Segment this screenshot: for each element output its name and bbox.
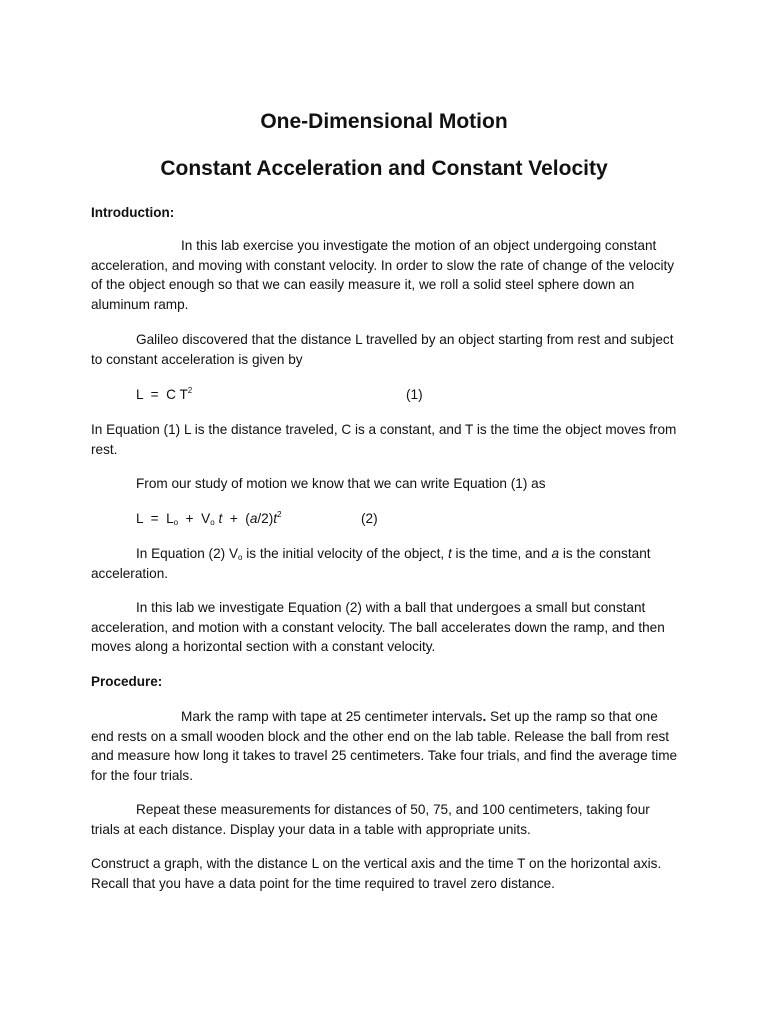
proc-p1-dot: . [482,709,487,724]
intro-paragraph-1 [91,236,681,314]
p5-sub: o [238,553,243,562]
p5-mid2: is the time, and [451,546,552,561]
procedure-paragraph-2-text: Repeat these measurements for distances of 50, 75, and 100 centimeters, taking four trials at each distance. Display your data in a table with appropriate units. [91,802,650,837]
eq2-plus2: + ( [222,511,250,526]
procedure-heading: Procedure: [91,674,163,689]
eq2-half: /2) [257,511,274,526]
procedure-paragraph-3: Construct a graph, with the distance L on the vertical axis and the time T on the horizontal axis. Recall that you have a data point for the time required to travel zero distance. [91,856,662,891]
eq2-sub2: o [210,518,215,527]
intro-paragraph-2 [91,330,681,369]
intro-paragraph-6-text: In this lab we investigate Equation (2) with a ball that undergoes a small but constant acceleration, and motion with a constant velocity. The ball accelerates down the ramp, and then moves along a horizontal section with a constant velocity. [91,600,665,655]
eq2-t1: t [214,511,223,526]
eq2-l: L = L [136,511,174,526]
eq2-t2: t [273,511,278,526]
eq2-a: a [249,511,258,526]
document-title: One-Dimensional Motion [260,110,508,133]
equation-2 [136,509,282,529]
equation-1 [136,385,192,405]
eq2-sub1: o [173,518,179,527]
equation-1-lhs: L = C T [136,387,188,402]
proc-p1-lead: Mark the ramp with tape at 25 centimeter intervals [181,709,483,724]
p5-pre: In Equation (2) V [136,546,239,561]
p5-t: t [448,546,452,561]
p5-post: is the constant acceleration. [91,546,651,581]
p5-mid1: is the initial velocity of the object, [242,546,448,561]
intro-paragraph-1-text: In this lab exercise you investigate the motion of an object undergoing constant acceleration, and moving with constant velocity. In order to slow the rate of change of the velocity of the object enough so that we can easily measure it, we roll a solid steel sphere down an aluminum ramp. [91,238,675,312]
intro-paragraph-5 [91,544,681,583]
intro-paragraph-2-text: Galileo discovered that the distance L travelled by an object starting from rest and subject to constant acceleration is given by [91,332,674,367]
proc-p1-rest: Set up the ramp so that one end rests on a small wooden block and the other end on the lab table. Release the ball from rest and measure how long it takes to travel 25 centimeters. Take four trials, and find the average time for the four trials. [91,709,678,783]
intro-paragraph-4-text: From our study of motion we know that we can write Equation (1) as [136,476,546,491]
eq2-plus1: + V [178,511,211,526]
introduction-heading: Introduction: [91,205,175,220]
intro-paragraph-3: In Equation (1) L is the distance traveled, C is a constant, and T is the time the object moves from rest. [91,422,677,457]
equation-1-exponent: 2 [187,386,193,395]
procedure-paragraph-1 [91,707,681,785]
equation-1-number: (1) [406,387,423,402]
procedure-paragraph-2 [91,800,681,839]
p5-a: a [551,546,560,561]
equation-2-number: (2) [361,511,378,526]
intro-paragraph-6 [91,598,681,657]
document-subtitle: Constant Acceleration and Constant Velocity [160,157,608,180]
eq2-exponent: 2 [277,510,282,519]
intro-paragraph-4 [91,474,681,494]
